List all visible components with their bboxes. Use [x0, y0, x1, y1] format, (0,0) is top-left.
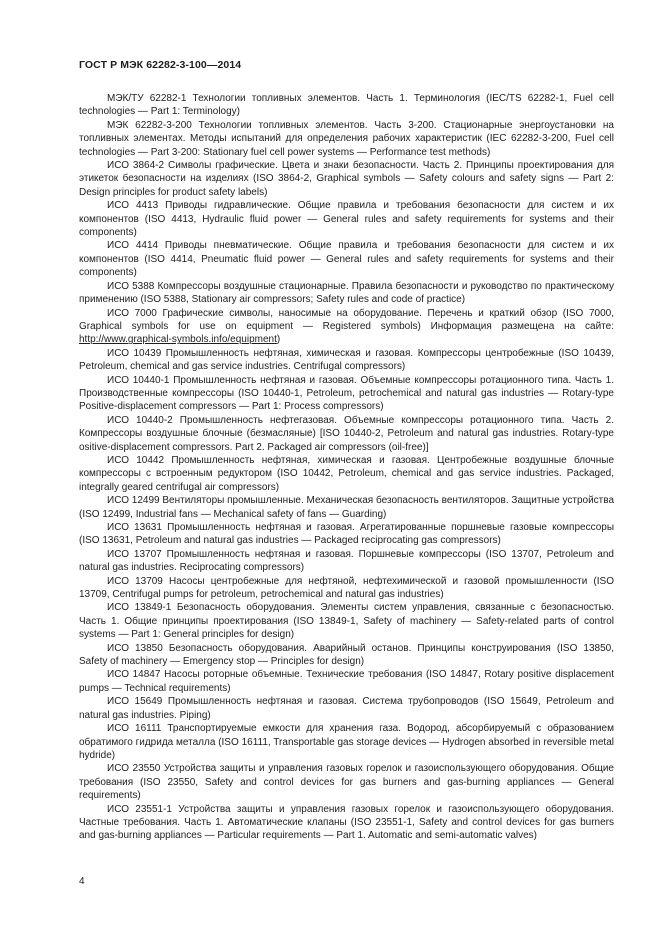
reference-entry: ИСО 10439 Промышленность нефтяная, химическая и газовая. Компрессоры центробежные (ISO 10439, Petroleum, chemical and gas service industries. Centrifugal compressors) [79, 347, 614, 373]
reference-entry: ИСО 15649 Промышленность нефтяная и газовая. Система трубопроводов (ISO 15649, Petroleum and natural gas industries. Piping) [79, 696, 614, 721]
reference-entry: ИСО 13849-1 Безопасность оборудования. Элементы систем управления, связанные с безопасностью. Часть 1. Общие принципы проектирования (ISO 13849-1, Safety of machinery — Safety-related parts of control systems — Part 1: General principles for design) [79, 602, 614, 641]
reference-entry: ИСО 13850 Безопасность оборудования. Аварийный останов. Принципы конструирования (ISO 13850, Safety of machinery — Emergency stop — Principles for design) [79, 642, 614, 668]
reference-entry: ИСО 14847 Насосы роторные объемные. Технические требования (ISO 14847, Rotary positive displacement pumps — Technical requirements) [79, 669, 614, 694]
reference-entry: МЭК 62282-3-200 Технологии топливных элементов. Часть 3-200. Стационарные энергоустановки на топливных элементах. Методы испытаний для определения рабочих характеристик (IEC 62282-3-200, Fuel cell technologies — Part 3-200: Stationary fuel cell power systems — Performance test methods) [79, 119, 614, 158]
reference-entry: ИСО 13709 Насосы центробежные для нефтяной, нефтехимической и газовой промышленности (ISO 13709, Centrifugal pumps for petroleum, petrochemical and natural gas industries) [79, 575, 614, 601]
page-number: 4 [79, 876, 85, 887]
reference-entry: ИСО 23550 Устройства защиты и управления газовых горелок и газоиспользующего оборудования. Общие требования (ISO 23550, Safety and control devices for gas burners and gas-burning appliances — General requirements) [79, 763, 614, 802]
iso7000-tail: ) [276, 334, 281, 346]
reference-entry: ИСО 10440-2 Промышленность нефтегазовая. Объемные компрессоры ротационного типа. Часть 2. Компрессоры воздушные блочные (безмасляные) [ISO 10440-2, Petroleum and natural gas industries. Rotary-type ositive-displacement compressors. Part 2. Packaged air compressors (oil-free)] [79, 414, 614, 453]
reference-entry: ИСО 13707 Промышленность нефтяная и газовая. Поршневые компрессоры (ISO 13707, Petroleum and natural gas industries. Reciprocating compressors) [79, 548, 614, 574]
reference-entry: ИСО 4414 Приводы пневматические. Общие правила и требования безопасности для систем и их компонентов (ISO 4414, Pneumatic fluid power — General rules and safety requirements for systems and their components) [79, 240, 614, 279]
reference-entry: ИСО 23551-1 Устройства защиты и управления газовых горелок и газоиспользующего оборудования. Частные требования. Часть 1. Автоматические клапаны (ISO 23551-1, Safety and control devices for gas burners and gas-burning appliances — Particular requirements — Part 1. Automatic and semi-automatic valves) [79, 803, 614, 842]
reference-entry: ИСО 5388 Компрессоры воздушные стационарные. Правила безопасности и руководство по практическому применению (ISO 5388, Stationary air compressors; Safety rules and code of practice) [79, 280, 614, 306]
reference-entry: ИСО 4413 Приводы гидравлические. Общие правила и требования безопасности для систем и их компонентов (ISO 4413, Hydraulic fluid power — General rules and safety requirements for systems and their components) [79, 200, 614, 239]
iso7000-text: ИСО 7000 Графические символы, наносимые на оборудование. Перечень и краткий обзор (ISO 7000, Graphical symbols for use on equipment — Registered symbols) Информация размещена на сайте: [79, 307, 614, 332]
reference-entry: ИСО 3864-2 Символы графические. Цвета и знаки безопасности. Часть 2. Принципы проектирования для этикеток безопасности на изделиях (ISO 3864-2, Graphical symbols — Safety colours and safety signs — Part 2: Design principles for product safety labels) [79, 160, 614, 198]
standard-header: ГОСТ Р МЭК 62282-3-100—2014 [79, 59, 242, 71]
reference-entry-iso7000 [79, 307, 614, 347]
normative-references-list [79, 92, 614, 843]
reference-entry: ИСО 10442 Промышленность нефтяная, химическая и газовая. Центробежные воздушные блочные компрессоры с встроенным редуктором (ISO 10442, Petroleum, chemical and gas service industries. Packaged, integrally geared centrifugal air compressors) [79, 454, 614, 493]
reference-entry: ИСО 13631 Промышленность нефтяная и газовая. Агрегатированные поршневые газовые компрессоры (ISO 13631, Petroleum and natural gas industries — Packaged reciprocating gas compressors) [79, 522, 614, 547]
iso7000-link[interactable]: http://www.graphical-symbols.info/equipment [79, 334, 277, 346]
reference-entry: ИСО 10440-1 Промышленность нефтяная и газовая. Объемные компрессоры ротационного типа. Часть 1. Производственные компрессоры (ISO 10440-1, Petroleum, petrochemical and natural gas industries — Rotary-type Positive-displacement compressors — Part 1: Process compressors) [79, 374, 614, 413]
reference-entry: ИСО 16111 Транспортируемые емкости для хранения газа. Водород, абсорбируемый с образованием обратимого гидрида металла (ISO 16111, Transportable gas storage devices — Hydrogen absorbed in reversible metal hydride) [79, 723, 614, 761]
reference-entry: ИСО 12499 Вентиляторы промышленные. Механическая безопасность вентиляторов. Защитные устройства (ISO 12499, Industrial fans — Mechanical safety of fans — Guarding) [79, 495, 614, 520]
reference-entry: МЭК/ТУ 62282-1 Технологии топливных элементов. Часть 1. Терминология (IEC/TS 62282-1, Fuel cell technologies — Part 1: Terminology) [79, 93, 614, 118]
